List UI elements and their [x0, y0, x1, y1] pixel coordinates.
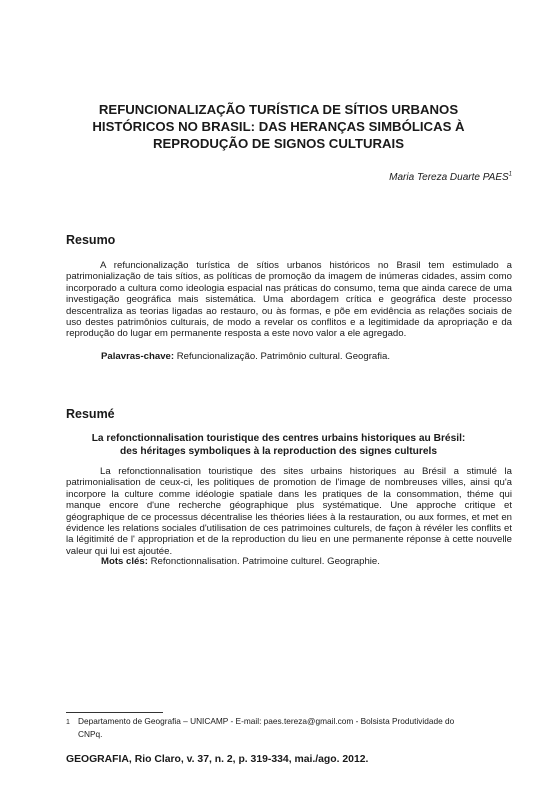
resumo-keywords [101, 351, 390, 362]
resume-title [60, 433, 497, 458]
footnote-continuation: CNPq. [78, 728, 103, 739]
journal-citation: GEOGRAFIA, Rio Claro, v. 37, n. 2, p. 319-334, mai./ago. 2012. [66, 754, 369, 765]
paper-title [60, 101, 497, 152]
author-name: Maria Tereza Duarte PAES [389, 172, 509, 183]
resume-title-line: des héritages symboliques à la reproduction des signes culturels [119, 445, 438, 457]
author-footnote-mark: 1 [508, 171, 512, 178]
paper-title-line: REPRODUÇÃO DE SIGNOS CULTURAIS [152, 136, 405, 151]
author-byline [389, 172, 512, 184]
footnote-mark: 1 [66, 719, 70, 726]
resume-keywords-value: Refonctionnalisation. Patrimoine culturel. Geographie. [150, 556, 380, 567]
resume-keywords-label: Mots clés: [101, 556, 148, 567]
paper-title-line: REFUNCIONALIZAÇÃO TURÍSTICA DE SÍTIOS URBANOS [98, 102, 459, 117]
resume-heading: Resumé [66, 407, 115, 421]
footnote-text: Departamento de Geografia – UNICAMP - E-mail: paes.tereza@gmail.com - Bolsista Produtividade do [78, 716, 455, 726]
resumo-keywords-value: Refuncionalização. Patrimônio cultural. Geografia. [176, 351, 391, 362]
resume-text: La refonctionnalisation touristique des sites urbains historiques au Brésil a stimulé la patrimonialisation de ceux-ci, les politiques de promotion de l'image de nombreuses villes, ainsi qu'a incorpore la culture comme idéologie spatiale dans les pratiques de la consommation, théme qui manque encore d'une recherche géographique plus systématique. Une approche critique et géographique de ce processus décentralise les théories liées à la restauration, ou aux formes, et met en évidence les relations sociales d'utilisation de ces patrimoines culturels, de façon à révéler les conflits et la légitimité de l' appropriation et de la reproduction du lieu en une permanente réponse à cette nouvelle valeur qui lui est ajoutée. [66, 466, 512, 557]
resume-title-line: La refonctionnalisation touristique des centres urbains historiques au Brésil: [91, 433, 466, 444]
paper-title-line: HISTÓRICOS NO BRASIL: DAS HERANÇAS SIMBÓLICAS À [92, 119, 465, 134]
footnote [66, 716, 516, 739]
resumo-text: A refuncionalização turística de sítios urbanos históricos no Brasil tem estimulado a patrimonialização de tais sítios, as políticas de promoção da imagem de inúmeras cidades, assim como incorporado a cultura como ideologia espacial nas práticas do consumo, tema que ainda carece de uma investigação geográfica mais sistemática. Uma abordagem crítica e geográfica deste processo descentraliza as teorias ligadas ao restauro, ou às formas, e põe em evidência as relações sociais de uso destes patrimônios culturais, de modo a revelar os conflitos e a legitimidade da apropriação e da reprodução do lugar em permanente resposta a este novo valor a ele agregado. [66, 260, 512, 340]
resumo-keywords-label: Palavras-chave: [101, 351, 175, 362]
resumo-heading: Resumo [66, 233, 116, 247]
footnote-divider [66, 712, 163, 713]
resume-keywords [101, 556, 380, 567]
footnote-line [66, 716, 516, 729]
